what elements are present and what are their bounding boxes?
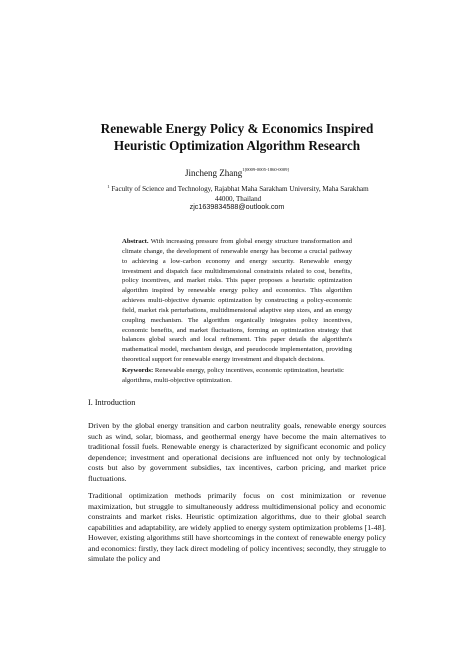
abstract [122, 237, 352, 365]
title-line-1: Renewable Energy Policy & Economics Inspired [100, 121, 374, 136]
affiliation [100, 182, 376, 204]
section-heading: I. Introduction [88, 398, 136, 407]
author-line [60, 164, 414, 179]
paragraph: Driven by the global energy transition and carbon neutrality goals, renewable energy sources such as wind, solar, biomass, and geothermal energy have become the main alternatives to traditional fossil fuels. Renewable energy is characterized by significant economic and policy dependence; investment and operational decisions are influenced not only by technological costs but also by government subsidies, tax incentives, carbon pricing, and market price fluctuations. [88, 421, 386, 483]
keywords-label: Keywords: [122, 367, 154, 374]
author-email: zjc1639834588@outlook.com [189, 202, 285, 211]
affiliation-line-1: Faculty of Science and Technology, Rajabhat Maha Sarakham University, Maha Sarakham [111, 185, 369, 193]
abstract-text: With increasing pressure from global energy structure transformation and climate change, the development of renewable energy has become a crucial pathway to achieving a low-carbon economy and energy security. Renewable energy investment and dispatch face multidimensional constraints related to cost, benefits, policy incentives, and market risks. This paper proposes a heuristic optimization algorithm inspired by renewable energy policy and economics. This algorithm achieves multi-objective dynamic optimization by constructing a policy-economic field, market risk perturbations, multidimensional adaptive step sizes, and an energy coupling mechanism. The algorithm organically integrates policy incentives, economic benefits, and market fluctuations, forming an optimization strategy that balances global search and local refinement. This paper details the algorithm's mathematical model, mechanism design, and pseudocode implementation, providing theoretical support for renewable energy investment and dispatch decisions. [122, 238, 352, 364]
abstract-label: Abstract. [122, 238, 149, 245]
title-line-2: Heuristic Optimization Algorithm Research [113, 137, 361, 153]
paper-title [60, 121, 414, 154]
paragraph: Traditional optimization methods primarily focus on cost minimization or revenue maximization, but struggle to simultaneously address multidimensional policy and economic constraints and market risks. Heuristic optimization algorithms, due to their global search capabilities and adaptability, are widely applied to energy system optimization problems [1-48]. However, existing algorithms still have shortcomings in the context of renewable energy policy and economics: firstly, they lack direct modeling of policy incentives; secondly, they struggle to simulate the policy and [88, 491, 386, 563]
keywords [122, 366, 352, 386]
author-orcid: [0009-0005-1860-0009] [244, 167, 289, 172]
keywords-text: Renewable energy, policy incentives, economic optimization, heuristic algorithms, multi-objective optimization. [122, 367, 344, 384]
affiliation-line-2: 44000, Thailand [214, 194, 262, 203]
author-name: Jincheng Zhang [185, 168, 243, 178]
author-marker: 1 [242, 167, 245, 172]
affiliation-marker: 1 [107, 184, 110, 189]
